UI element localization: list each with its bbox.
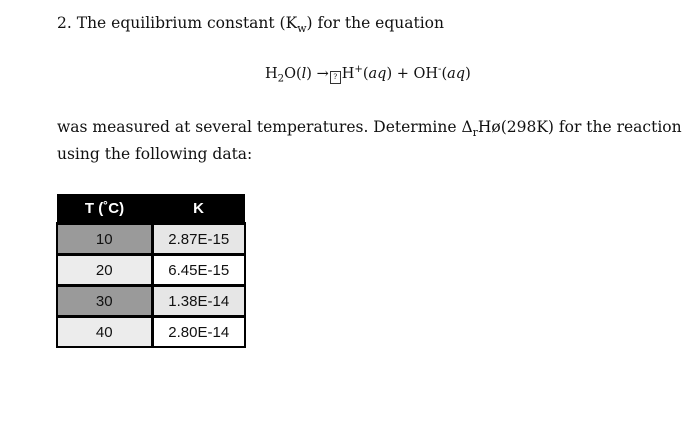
question-number: 2. <box>57 14 72 32</box>
chemical-equation: $H_2O(l)$ → ? H+(aq) + OH-(aq) <box>265 64 471 85</box>
table-row <box>57 255 245 286</box>
table-header-row <box>57 194 245 224</box>
question-heading <box>57 14 444 35</box>
k-cell: 1.38E-14 <box>152 286 245 317</box>
table-row <box>57 317 245 348</box>
missing-glyph-box: ? <box>330 71 341 84</box>
temperature-cell: 20 <box>57 255 152 286</box>
k-cell: 6.45E-15 <box>152 255 245 286</box>
header-temperature: T (˚C) <box>57 194 152 224</box>
table-row <box>57 286 245 317</box>
k-cell: 2.80E-14 <box>152 317 245 348</box>
instruction-line-1: was measured at several temperatures. Determine $\Delta_rHø(298K)$ for the reaction <box>57 118 682 140</box>
instruction-line-2: using the following data: <box>57 145 253 163</box>
temperature-cell: 40 <box>57 317 152 348</box>
table-row <box>57 224 245 255</box>
temperature-cell: 10 <box>57 224 152 255</box>
header-k: K <box>152 194 245 224</box>
temperature-k-table <box>56 194 246 348</box>
temperature-cell: 30 <box>57 286 152 317</box>
question-intro: The equilibrium constant $(K_w)$ for the equation <box>76 14 444 36</box>
k-cell: 2.87E-15 <box>152 224 245 255</box>
